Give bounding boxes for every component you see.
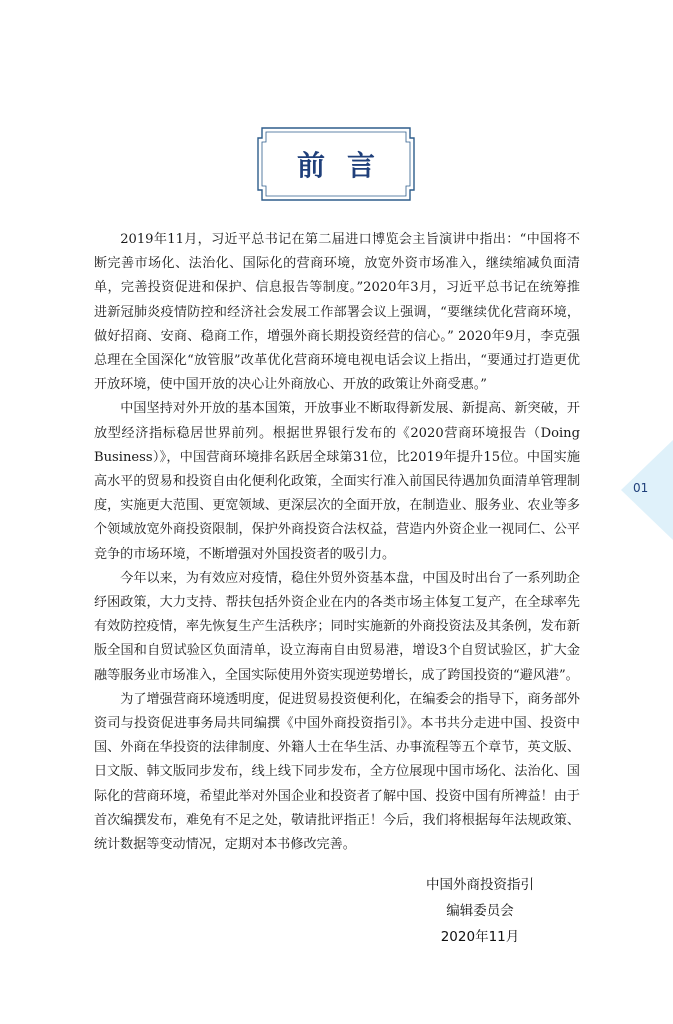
paragraph: 今年以来，为有效应对疫情，稳住外贸外资基本盘，中国及时出台了一系列助企纾困政策，大力支持、帮扶包括外资企业在内的各类市场主体复工复产，在全球率先有效防控疫情，率先恢复生产生活秩序；同时实施新的外商投资法及其条例，发布新版全国和自贸试验区负面清单，设立海南自由贸易港，增设3个自贸试验区，扩大金融等服务业市场准入，全国实际使用外资实现逆势增长，成了跨国投资的“避风港”。 — [94, 570, 580, 683]
paragraph: 中国坚持对外开放的基本国策，开放事业不断取得新发展、新提高、新突破，开放型经济指标稳居世界前列。根据世界银行发布的《2020营商环境报告（Doing Business）》，中国营商环境排名跃居全球第31位，比2019年提升15位。中国实施高水平的贸易和投资自由化便利化政策，全面实行准入前国民待遇加负面清单管理制度，实施更大范围、更宽领域、更深层次的全面开放，在制造业、服务业、农业等多个领域放宽外商投资限制，保护外商投资合法权益，营造内外资企业一视同仁、公平竞争的市场环境，不断增强对外国投资者的吸引力。 — [94, 401, 580, 562]
page-number: 01 — [633, 481, 649, 495]
paragraph: 2019年11月，习近平总书记在第二届进口博览会主旨演讲中指出：“中国将不断完善市场化、法治化、国际化的营商环境，放宽外资市场准入，继续缩减负面清单，完善投资促进和保护、信息报告等制度。”2020年3月，习近平总书记在统筹推进新冠肺炎疫情防控和经济社会发展工作部署会议上强调，“要继续优化营商环境，做好招商、安商、稳商工作，增强外商长期投资经营的信心。” 2020年9月，李克强总理在全国深化“放管服”改革优化营商环境电视电话会议上指出，“要通过打造更优开放环境，使中国开放的决心让外商放心、开放的政策让外商受惠。” — [94, 232, 580, 393]
signature-block — [380, 872, 580, 950]
page-tab — [621, 440, 673, 540]
title-frame — [256, 126, 416, 202]
preface-body — [94, 228, 580, 857]
signature-date: 2020年11月 — [440, 929, 520, 945]
signature-committee: 编辑委员会 — [446, 903, 514, 919]
page-title: 前言 — [296, 149, 397, 182]
paragraph: 为了增强营商环境透明度，促进贸易投资便利化，在编委会的指导下，商务部外资司与投资促进事务局共同编撰《中国外商投资指引》。本书共分走进中国、投资中国、外商在华投资的法律制度、外籍人士在华生活、办事流程等五个章节，英文版、日文版、韩文版同步发布，线上线下同步发布，全方位展现中国市场化、法治化、国际化的营商环境，希望此举对外国企业和投资者了解中国、投资中国有所裨益！由于首次编撰发布，难免有不足之处，敬请批评指正！今后，我们将根据每年法规政策、统计数据等变动情况，定期对本书修改完善。 — [94, 691, 580, 853]
signature-org: 中国外商投资指引 — [426, 877, 534, 893]
